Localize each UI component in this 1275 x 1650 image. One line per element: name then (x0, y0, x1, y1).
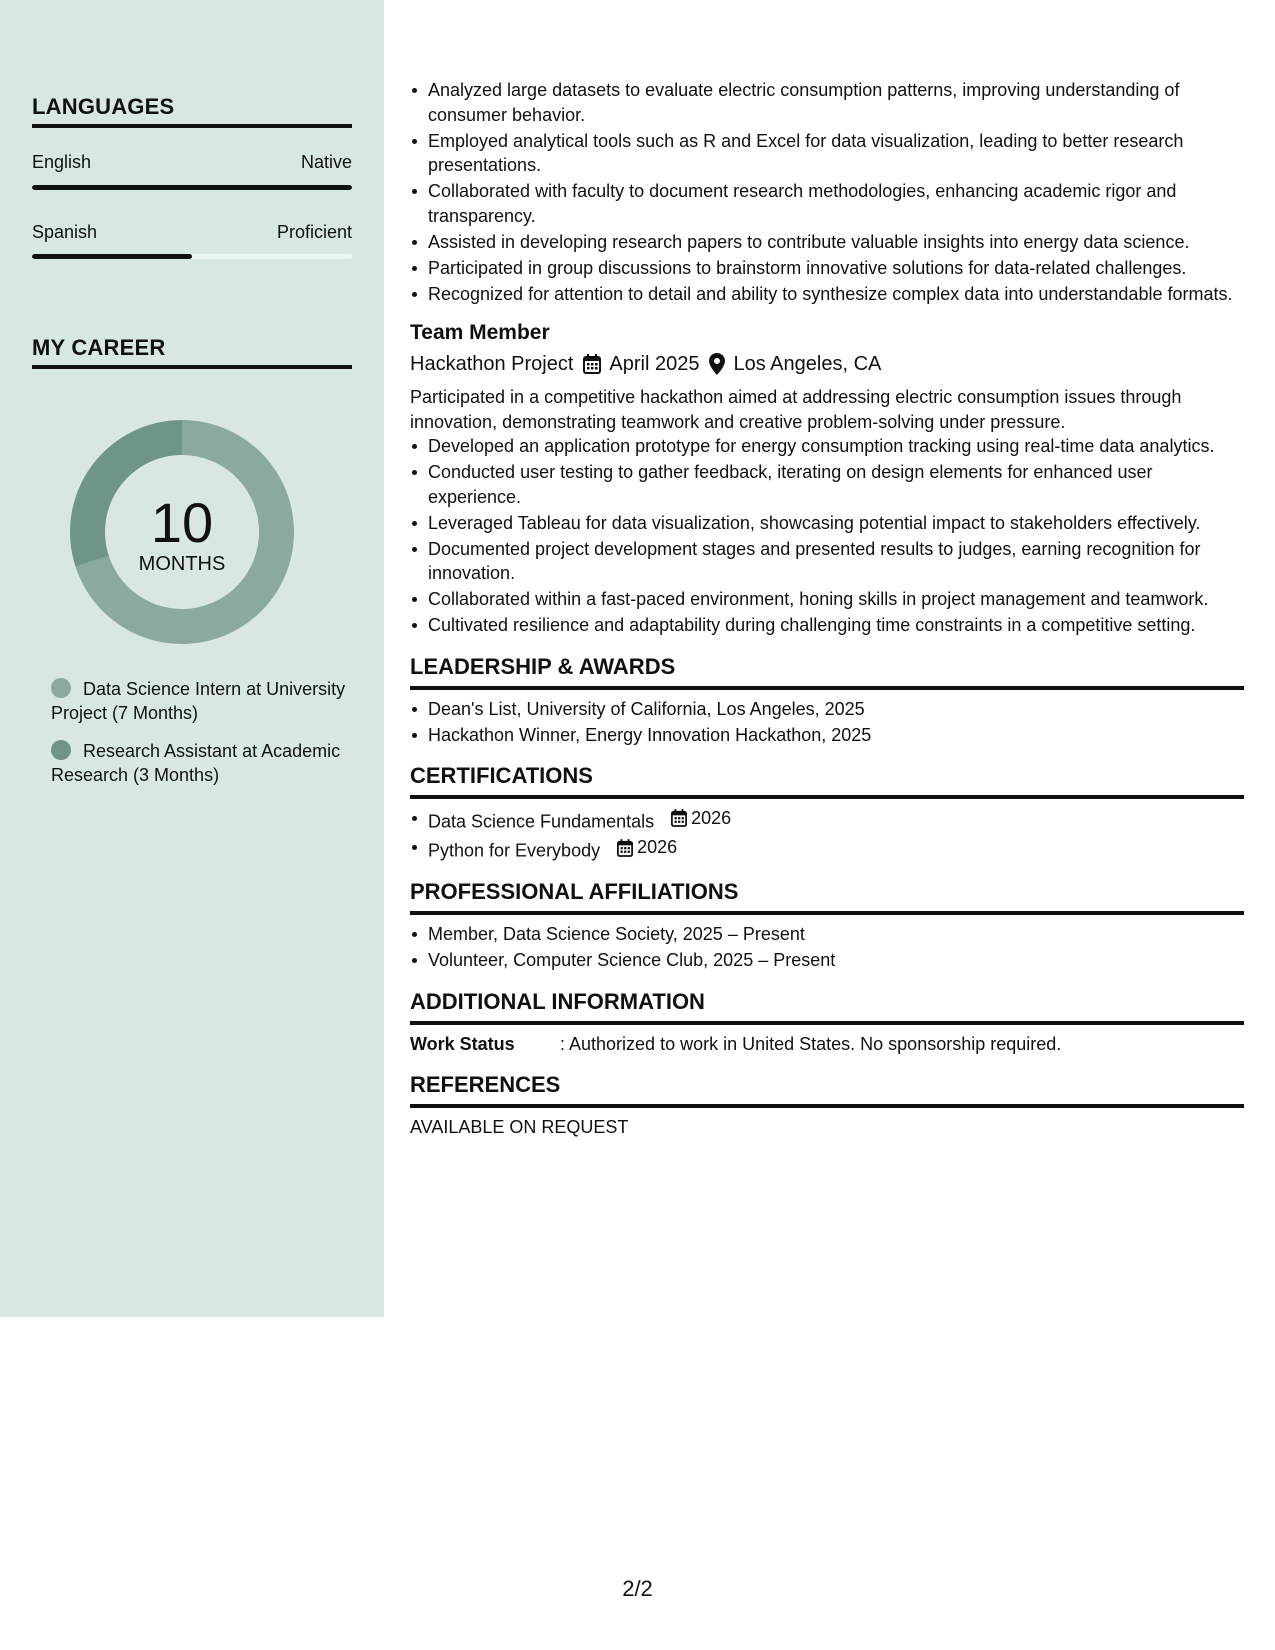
job-org: Hackathon Project (410, 353, 574, 375)
career-heading: MY CAREER (32, 335, 352, 369)
list-item (410, 835, 1244, 863)
list-item: Cultivated resilience and adaptability during challenging time constraints in a competitive setting. (410, 613, 1244, 638)
list-item: Assisted in developing research papers to contribute valuable insights into energy data science. (410, 230, 1244, 255)
language-row-spanish (32, 222, 352, 243)
list-item: Documented project development stages and presented results to judges, earning recognition for innovation. (410, 537, 1244, 586)
career-donut-chart (62, 412, 302, 652)
calendar-icon (583, 354, 601, 374)
list-item: Hackathon Winner, Energy Innovation Hackathon, 2025 (410, 723, 1244, 748)
job-date: April 2025 (609, 353, 700, 375)
work-status-label: Work Status (410, 1033, 515, 1054)
list-item: Participated in group discussions to brainstorm innovative solutions for data-related challenges. (410, 256, 1244, 281)
legend-dot (51, 740, 71, 760)
language-level: Native (300, 152, 352, 172)
job-bullets (410, 434, 1244, 638)
list-item: Member, Data Science Society, 2025 – Present (410, 922, 1244, 947)
career-total-unit: MONTHS (138, 553, 226, 575)
cert-year: 2026 (691, 808, 732, 828)
work-status-value: : Authorized to work in United States. No sponsorship required. (560, 1033, 1062, 1054)
references-text: AVAILABLE ON REQUEST (410, 1117, 629, 1137)
additional-info-heading: ADDITIONAL INFORMATION (410, 987, 1244, 1025)
leadership-list (410, 697, 1244, 748)
cert-year: 2026 (637, 837, 678, 858)
list-item: Analyzed large datasets to evaluate electric consumption patterns, improving understanding of consumer behavior. (410, 78, 1244, 127)
job-description: Participated in a competitive hackathon aimed at addressing electric consumption issues through innovation, demonstrating teamwork and creative problem-solving under pressure. (410, 387, 1182, 432)
certifications-heading: CERTIFICATIONS (410, 761, 1244, 799)
list-item: Recognized for attention to detail and ability to synthesize complex data into understandable formats. (410, 282, 1244, 307)
list-item (410, 806, 1244, 834)
legend-dot (51, 678, 71, 698)
sidebar (0, 0, 384, 1317)
work-status-row (410, 1032, 1244, 1057)
language-bar-english (32, 185, 352, 190)
affiliations-heading: PROFESSIONAL AFFILIATIONS (410, 877, 1244, 915)
calendar-icon (617, 839, 633, 857)
certifications-list (410, 806, 1244, 863)
cert-name: Data Science Fundamentals (428, 811, 655, 832)
list-item: Conducted user testing to gather feedback, iterating on design elements for enhanced user experience. (410, 460, 1244, 509)
language-name: Spanish (32, 222, 98, 242)
list-item: Dean's List, University of California, Los Angeles, 2025 (410, 697, 1244, 722)
location-pin-icon (709, 353, 725, 375)
cert-date (617, 835, 677, 860)
cert-name: Python for Everybody (428, 840, 601, 861)
job-meta (410, 349, 1244, 379)
career-total-value: 10 (150, 491, 214, 554)
career-legend-item (51, 677, 371, 725)
legend-label: Data Science Intern at University Project (7 Months) (51, 679, 346, 723)
list-item: Employed analytical tools such as R and Excel for data visualization, leading to better research presentations. (410, 129, 1244, 178)
page-number: 2/2 (622, 1576, 653, 1601)
references-heading: REFERENCES (410, 1070, 1244, 1108)
language-bar-fill (32, 185, 352, 190)
list-item: Leveraged Tableau for data visualization, showcasing potential impact to stakeholders effectively. (410, 511, 1244, 536)
list-item: Collaborated within a fast-paced environment, honing skills in project management and teamwork. (410, 587, 1244, 612)
language-name: English (32, 152, 92, 172)
list-item: Collaborated with faculty to document research methodologies, enhancing academic rigor and transparency. (410, 179, 1244, 228)
job-location: Los Angeles, CA (733, 353, 882, 375)
language-bar-fill (32, 254, 192, 259)
legend-label: Research Assistant at Academic Research (3 Months) (51, 741, 341, 785)
list-item: Developed an application prototype for energy consumption tracking using real-time data analytics. (410, 434, 1244, 459)
language-row-english (32, 152, 352, 173)
calendar-icon (671, 809, 687, 827)
language-level: Proficient (276, 222, 352, 242)
experience-bullets (410, 78, 1244, 306)
list-item: Volunteer, Computer Science Club, 2025 – Present (410, 948, 1244, 973)
leadership-heading: LEADERSHIP & AWARDS (410, 652, 1244, 690)
affiliations-list (410, 922, 1244, 973)
language-bar-spanish (32, 254, 352, 259)
job-title: Team Member (410, 321, 550, 344)
cert-date (671, 806, 731, 831)
languages-heading: LANGUAGES (32, 94, 352, 128)
career-legend-item (51, 739, 371, 787)
main-content (410, 78, 1244, 1140)
